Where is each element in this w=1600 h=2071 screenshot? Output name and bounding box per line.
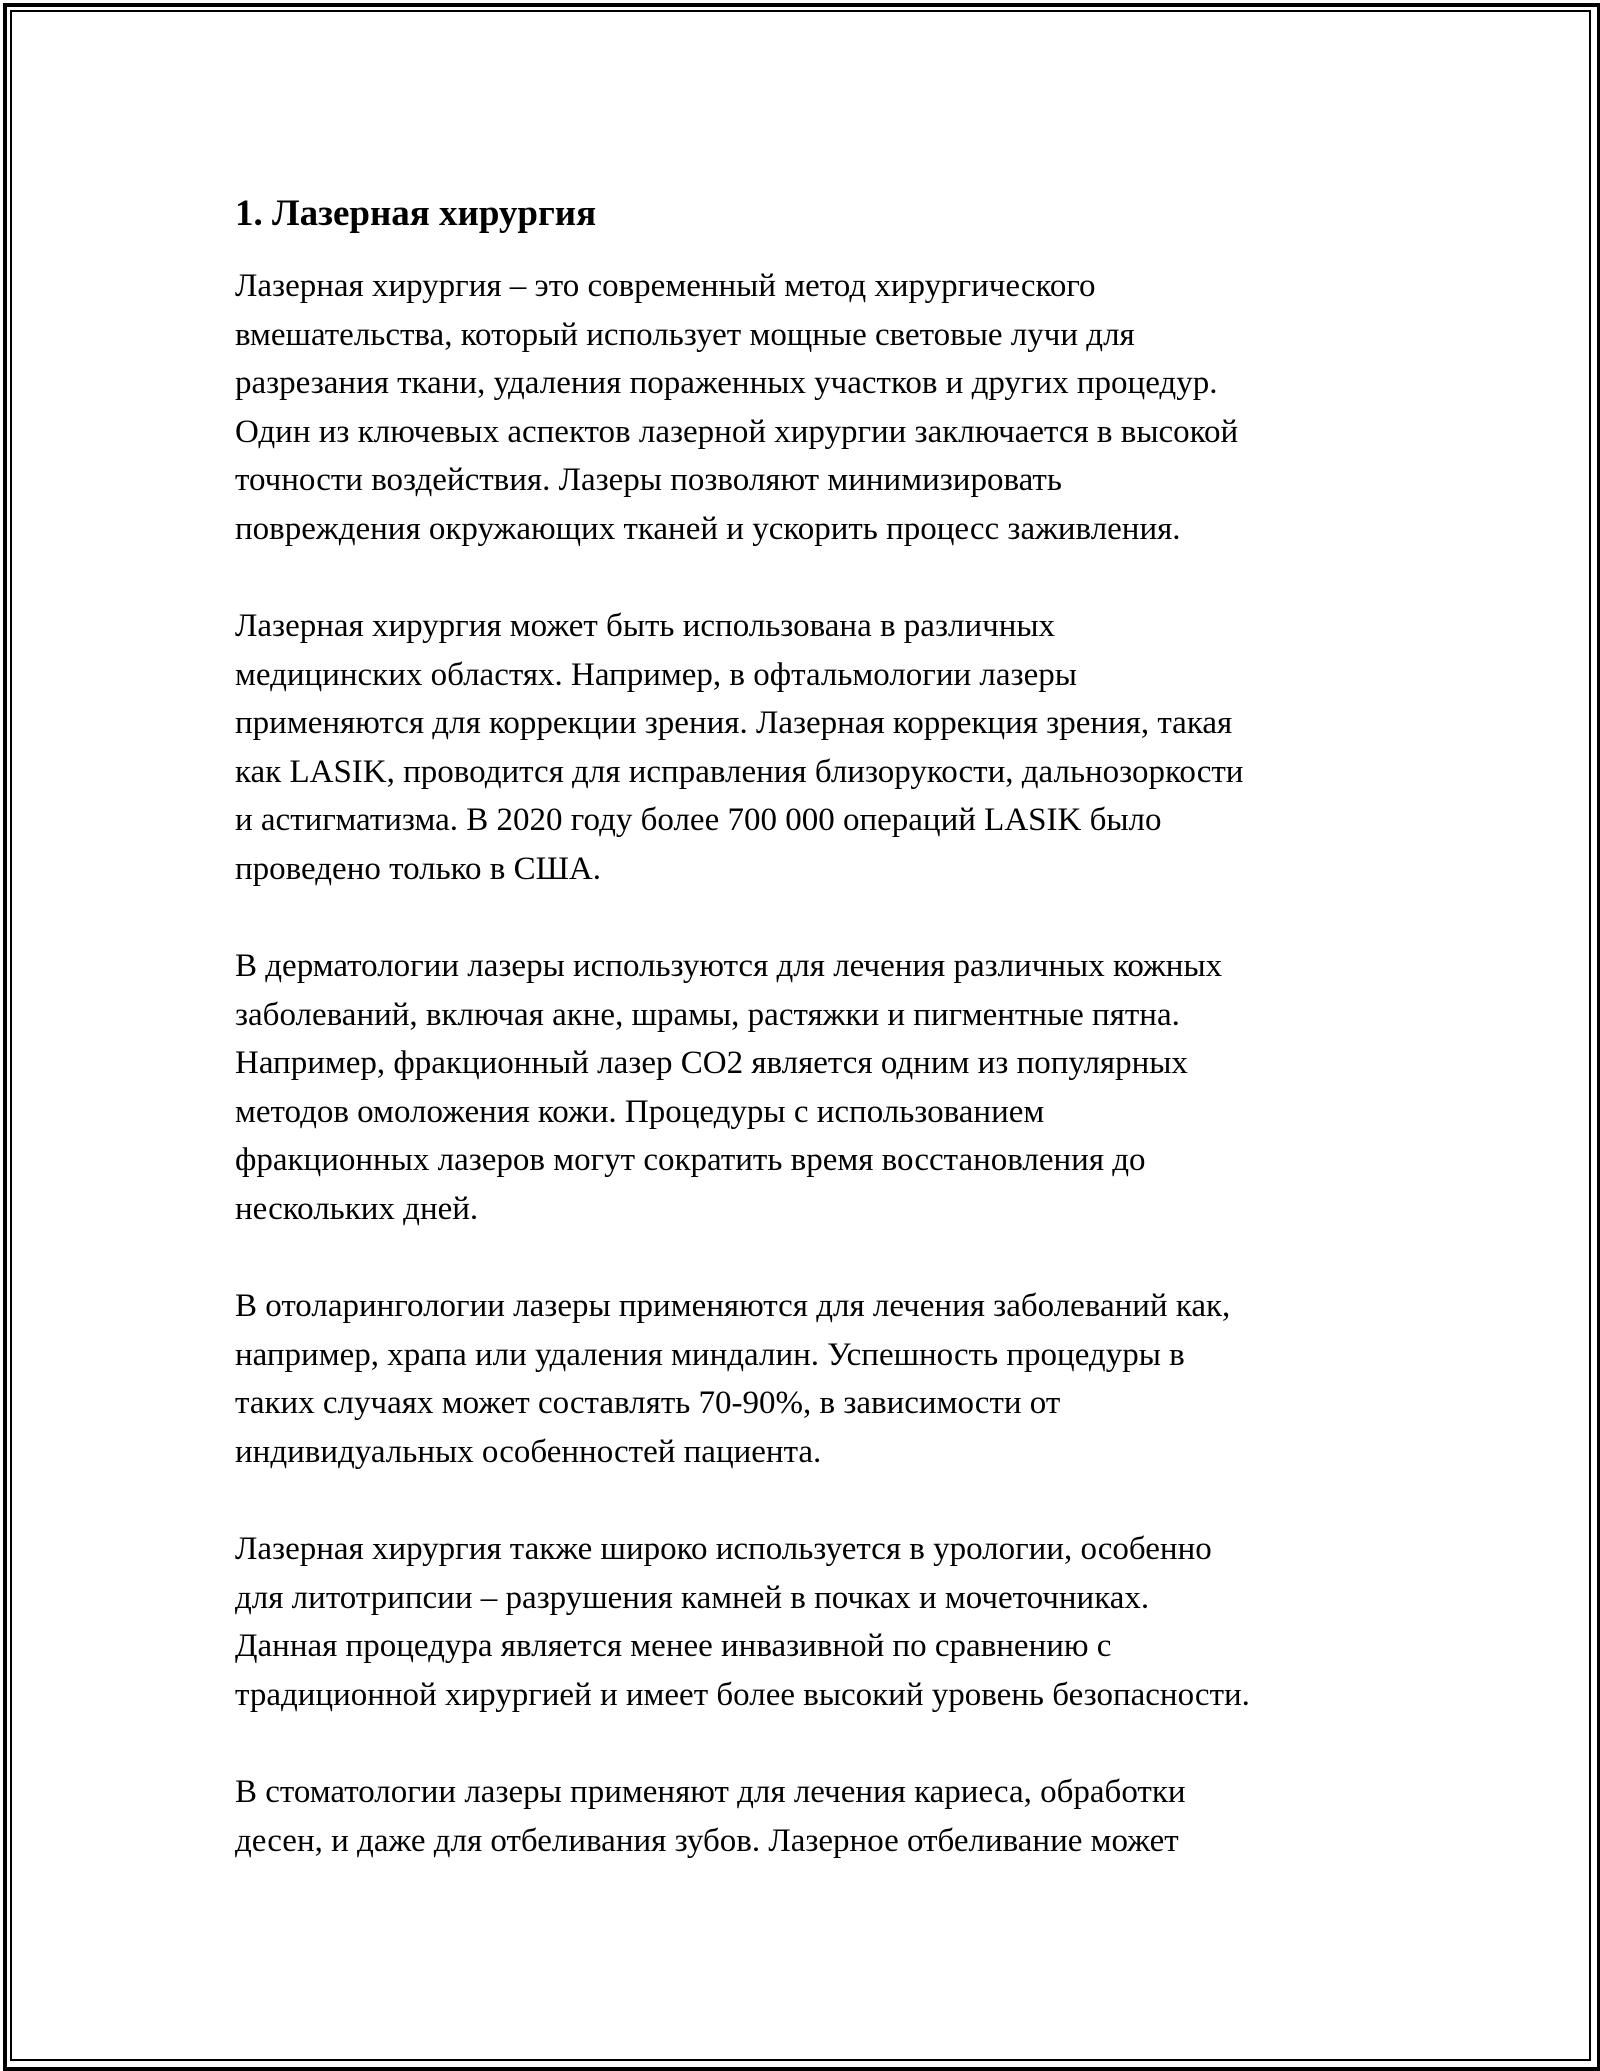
text-line: медицинских областях. Например, в офтальмологии лазеры — [235, 656, 1077, 693]
text-line: Один из ключевых аспектов лазерной хирургии заключается в высокой — [235, 413, 1239, 450]
text-line: точности воздействия. Лазеры позволяют минимизировать — [235, 462, 1062, 498]
text-line: фракционных лазеров могут сократить время восстановления до — [235, 1142, 1146, 1178]
text-line: и астигматизма. В 2020 году более 700 000 операций LASIK было — [235, 802, 1162, 838]
paragraph-intro — [235, 262, 1395, 553]
text-line: индивидуальных особенностей пациента. — [235, 1433, 822, 1470]
text-line: разрезания ткани, удаления пораженных участков и других процедур. — [235, 365, 1218, 401]
text-line: например, храпа или удаления миндалин. Успешность процедуры в — [235, 1336, 1185, 1373]
document-body — [235, 188, 1395, 1914]
text-line: таких случаях может составлять 70-90%, в зависимости от — [235, 1385, 1061, 1421]
text-line: В отоларингологии лазеры применяются для лечения заболеваний как, — [235, 1288, 1231, 1324]
text-line: Лазерная хирургия может быть использована в различных — [235, 608, 1056, 644]
text-line: Лазерная хирургия также широко используется в урологии, особенно — [235, 1531, 1212, 1567]
text-line: десен, и даже для отбеливания зубов. Лазерное отбеливание может — [235, 1822, 1179, 1859]
text-line: методов омоложения кожи. Процедуры с использованием — [235, 1093, 1045, 1130]
paragraph-urology — [235, 1525, 1395, 1719]
paragraph-ophthalmology — [235, 602, 1395, 893]
text-line: Данная процедура является менее инвазивной по сравнению с — [235, 1628, 1112, 1664]
text-line: вмешательства, который использует мощные световые лучи для — [235, 316, 1135, 353]
text-line: Например, фракционный лазер CO2 является одним из популярных — [235, 1045, 1188, 1081]
paragraph-otolaryngology — [235, 1282, 1395, 1476]
text-line: применяются для коррекции зрения. Лазерная коррекция зрения, такая — [235, 705, 1233, 741]
text-line: для литотрипсии – разрушения камней в почках и мочеточниках. — [235, 1579, 1150, 1616]
text-line: нескольких дней. — [235, 1190, 479, 1227]
text-line: как LASIK, проводится для исправления близорукости, дальнозоркости — [235, 753, 1244, 790]
text-line: Лазерная хирургия – это современный метод хирургического — [235, 268, 1096, 304]
text-line: проведено только в США. — [235, 850, 601, 887]
text-line: В дерматологии лазеры используются для лечения различных кожных — [235, 948, 1223, 984]
text-line: традиционной хирургией и имеет более высокий уровень безопасности. — [235, 1676, 1250, 1713]
text-line: повреждения окружающих тканей и ускорить процесс заживления. — [235, 510, 1181, 547]
paragraph-dermatology — [235, 942, 1395, 1233]
section-heading: 1. Лазерная хирургия — [235, 193, 597, 234]
paragraph-dentistry — [235, 1768, 1395, 1865]
text-line: заболеваний, включая акне, шрамы, растяжки и пигментные пятна. — [235, 996, 1180, 1033]
text-line: В стоматологии лазеры применяют для лечения кариеса, обработки — [235, 1774, 1186, 1810]
